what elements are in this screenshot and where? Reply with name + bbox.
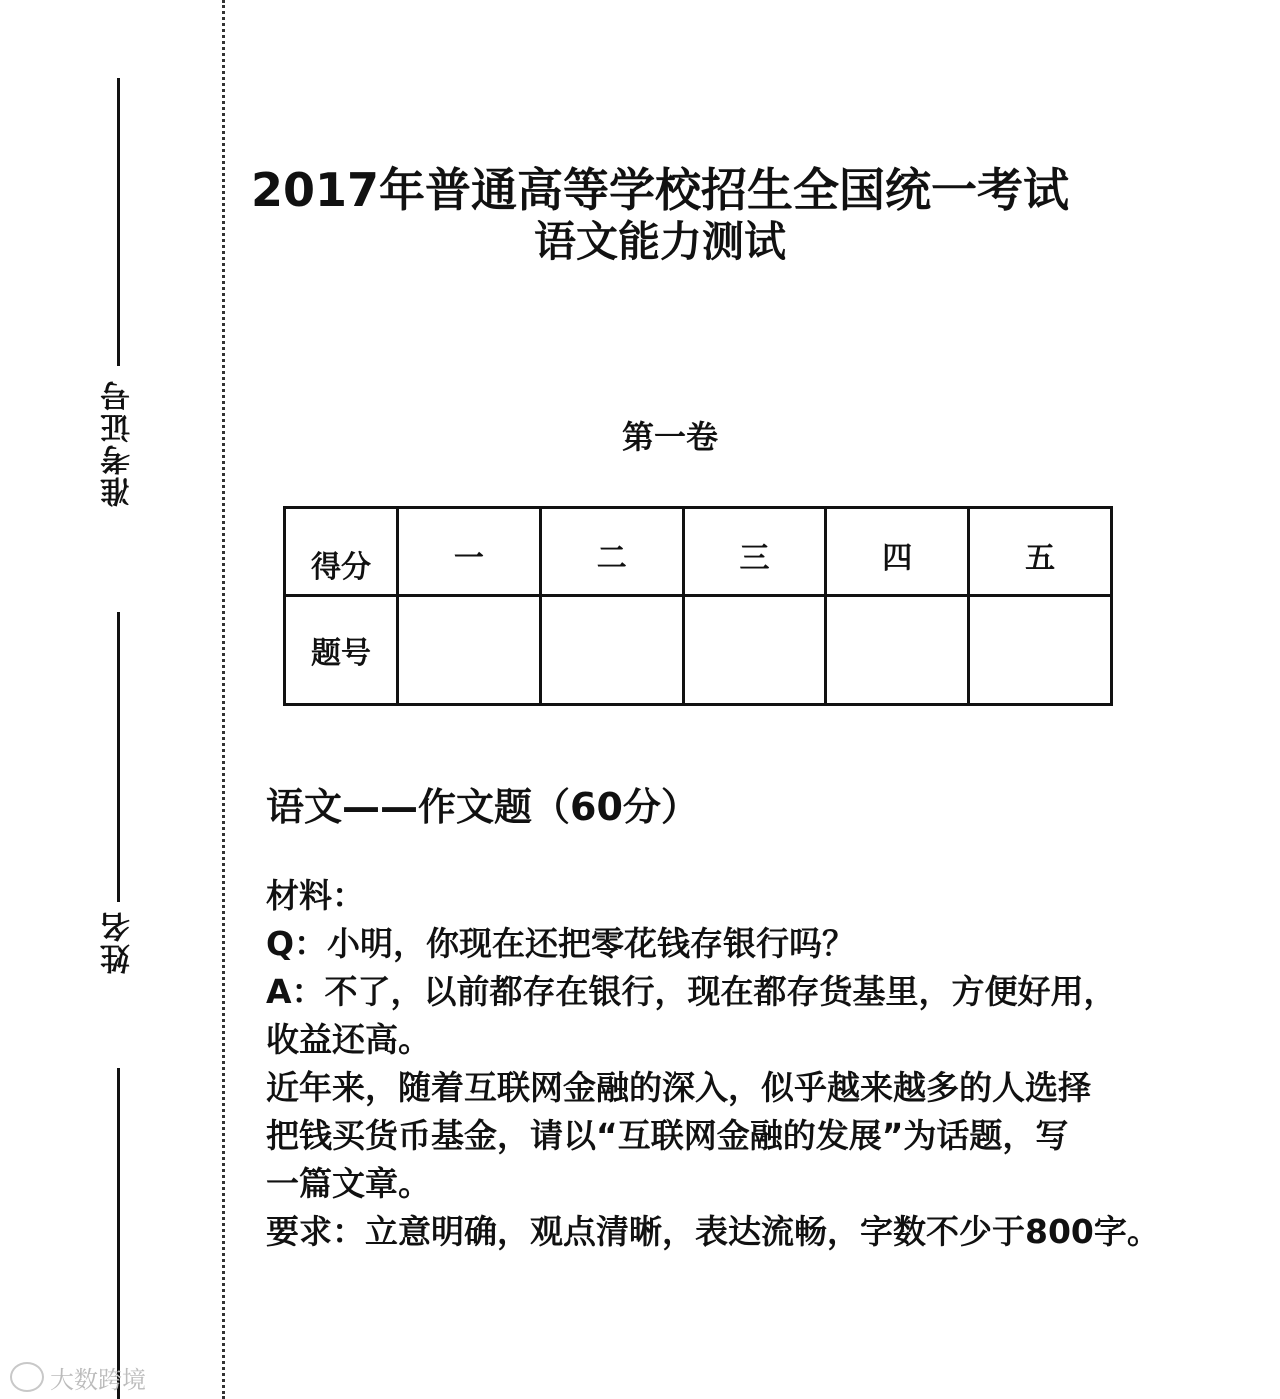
exam-subtitle: 语文能力测试: [533, 217, 786, 266]
name-label: 姓名: [101, 910, 136, 974]
name-underline-bottom: [117, 1068, 120, 1399]
watermark-text: 大数跨境: [50, 1365, 146, 1394]
exam-title: 2017年普通高等学校招生全国统一考试: [250, 163, 1070, 217]
material-line: 把钱买货币基金，请以“互联网金融的发展”为话题，写: [266, 1116, 1069, 1155]
column-header-5: 五: [969, 508, 1112, 596]
column-header-2: 二: [540, 508, 683, 596]
material-line: 材料：: [266, 876, 365, 915]
material-line: 近年来，随着互联网金融的深入，似乎越来越多的人选择: [266, 1068, 1091, 1107]
score-cell-2: [540, 596, 683, 705]
name-underline-top: [117, 612, 120, 902]
material-line: A：不了，以前都存在银行，现在都存货基里，方便好用，: [266, 972, 1117, 1011]
essay-heading: 语文——作文题（60分）: [266, 785, 699, 829]
exam-id-label: 准考证号: [101, 379, 136, 507]
material-line: 一篇文章。: [266, 1164, 431, 1203]
column-header-1: 一: [398, 508, 541, 596]
question-row-label: 题号: [285, 596, 398, 705]
score-row: [285, 508, 1112, 596]
score-cell-4: [826, 596, 969, 705]
watermark-logo-icon: [10, 1362, 44, 1392]
material-line: 要求：立意明确，观点清晰，表达流畅，字数不少于800字。: [266, 1212, 1160, 1251]
binding-dotted-line: [222, 0, 225, 1399]
material-line: 收益还高。: [266, 1020, 431, 1059]
score-cell-1: [398, 596, 541, 705]
material-line: Q：小明，你现在还把零花钱存银行吗？: [266, 924, 856, 963]
score-cell-5: [969, 596, 1112, 705]
watermark: [10, 1360, 146, 1394]
column-header-3: 三: [683, 508, 826, 596]
score-row-label: 得分: [285, 508, 398, 596]
score-table: [283, 506, 1113, 706]
score-cell-3: [683, 596, 826, 705]
exam-id-underline: [117, 78, 120, 366]
essay-material: [266, 872, 1266, 1256]
column-header-4: 四: [826, 508, 969, 596]
section-title: 第一卷: [621, 418, 718, 456]
question-number-row: [285, 596, 1112, 705]
